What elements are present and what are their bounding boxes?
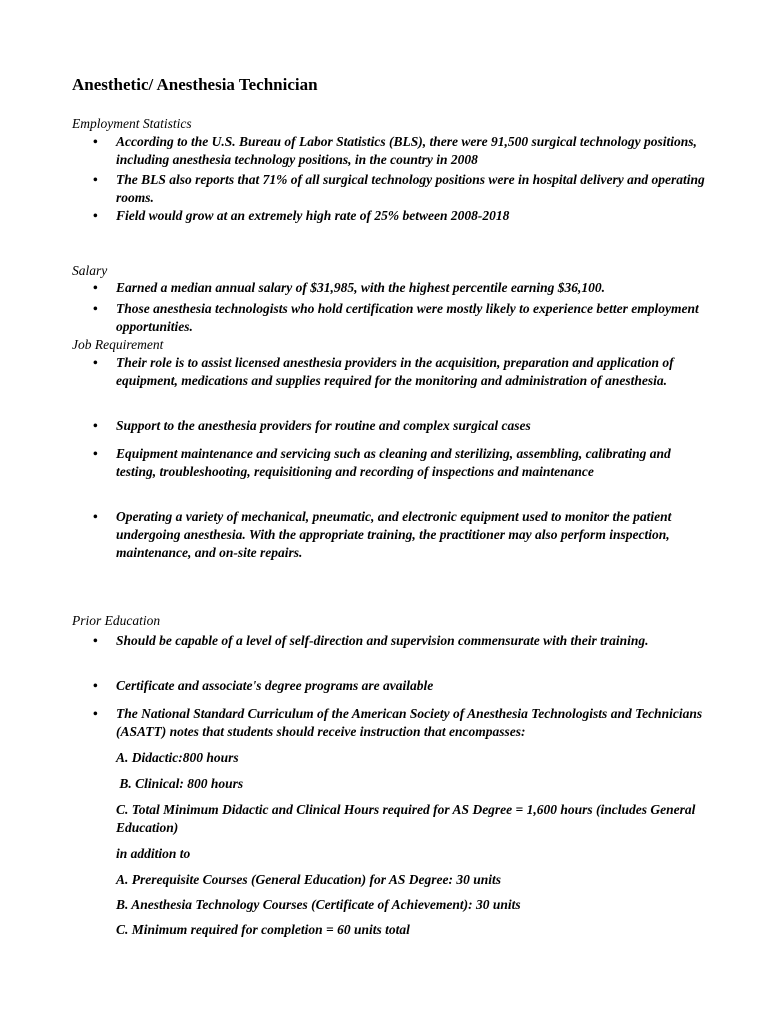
list-item: • Those anesthesia technologists who hold certification were mostly likely to experience better employment opportunities. [93,301,699,334]
curriculum-line: C. Total Minimum Didactic and Clinical Hours required for AS Degree = 1,600 hours (includes General Education) [116,802,696,835]
curriculum-line: B. Anesthesia Technology Courses (Certificate of Achievement): 30 units [116,897,521,912]
curriculum-line: A. Prerequisite Courses (General Education) for AS Degree: 30 units [116,872,502,887]
list-item: • The National Standard Curriculum of the American Society of Anesthesia Technologists and Technicians (ASATT) notes that students should receive instruction that encompasses: [93,706,703,739]
list-item: • The BLS also reports that 71% of all surgical technology positions were in hospital delivery and operating rooms. [93,172,705,205]
prior-education-heading: Prior Education [72,613,161,628]
list-item: • Operating a variety of mechanical, pneumatic, and electronic equipment used to monitor the patient undergoing anesthesia. With the appropriate training, the practitioner may also perform inspection, maintenance, and on-site repairs. [93,509,672,560]
curriculum-line: B. Clinical: 800 hours [116,776,244,791]
job-requirement-heading: Job Requirement [72,337,164,352]
list-item: • Field would grow at an extremely high rate of 25% between 2008-2018 [93,208,510,223]
curriculum-line: A. Didactic:800 hours [116,750,239,765]
bullet-icon: • [93,172,98,187]
employment-heading: Employment Statistics [72,116,192,131]
curriculum-line: C. Minimum required for completion = 60 units total [116,922,410,937]
bullet-icon: • [93,355,98,370]
bullet-icon: • [93,208,98,223]
bullet-icon: • [93,446,98,461]
list-item: • Support to the anesthesia providers for routine and complex surgical cases [93,418,531,433]
bullet-icon: • [93,706,98,721]
page-title: Anesthetic/ Anesthesia Technician [72,75,318,94]
list-item: • Certificate and associate's degree programs are available [93,678,434,693]
bullet-icon: • [93,678,98,693]
list-item: • According to the U.S. Bureau of Labor Statistics (BLS), there were 91,500 surgical technology positions, including anesthesia technology positions, in the country in 2008 [93,134,697,167]
bullet-icon: • [93,633,98,648]
bullet-icon: • [93,280,98,295]
list-item: • Should be capable of a level of self-direction and supervision commensurate with their training. [93,633,649,648]
curriculum-line: in addition to [116,846,191,861]
bullet-icon: • [93,134,98,149]
list-item: • Their role is to assist licensed anesthesia providers in the acquisition, preparation and application of equipment, medications and supplies required for the monitoring and administration of anesthesia. [93,355,674,388]
bullet-icon: • [93,509,98,524]
salary-heading: Salary [72,263,108,278]
bullet-icon: • [93,418,98,433]
bullet-icon: • [93,301,98,316]
list-item: • Earned a median annual salary of $31,985, with the highest percentile earning $36,100. [93,280,606,295]
list-item: • Equipment maintenance and servicing such as cleaning and sterilizing, assembling, calibrating and testing, troubleshooting, requisitioning and recording of inspections and maintenance [93,446,671,479]
